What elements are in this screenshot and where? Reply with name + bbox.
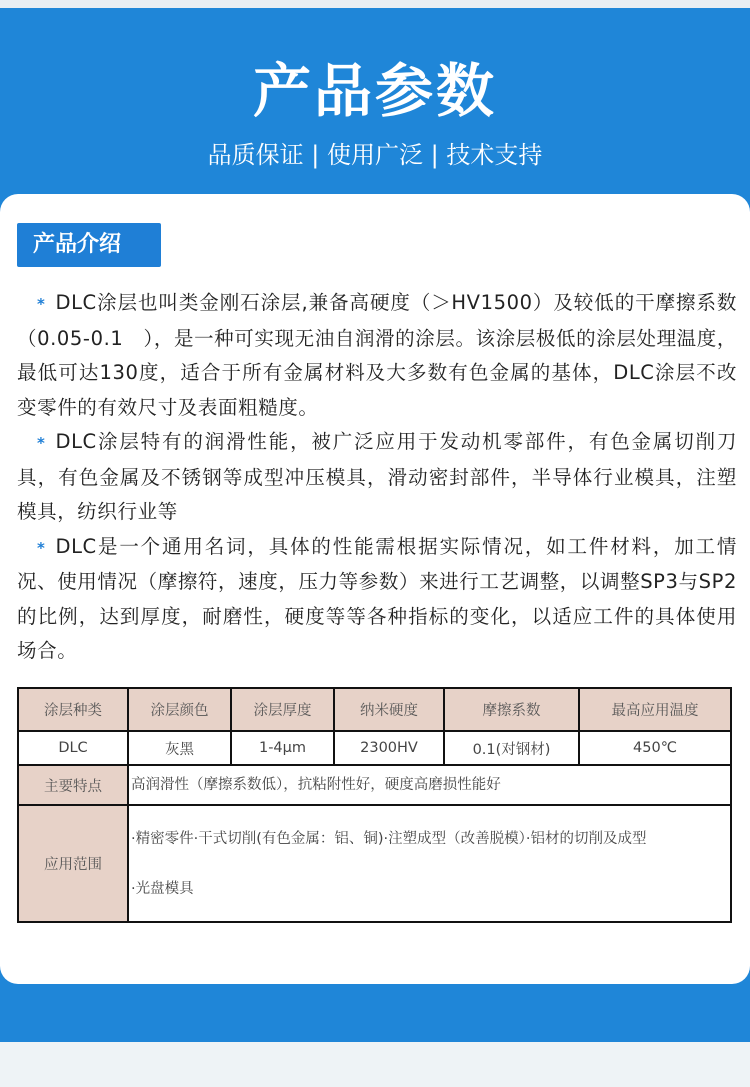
intro-paragraph (17, 286, 737, 425)
table-cell: 1-4μm (231, 731, 334, 765)
banner-subtitle: 品质保证 | 使用广泛 | 技术支持 (207, 141, 543, 169)
top-strip (0, 0, 750, 8)
table-header-cell: 摩擦系数 (444, 688, 579, 731)
product-card (0, 194, 750, 984)
paragraph-text: DLC涂层也叫类金刚石涂层,兼备高硬度（＞HV1500）及较低的干摩擦系数（0.05-0.1 ），是一种可实现无油自润滑的涂层。该涂层极低的涂层处理温度，最低可达130度，适合于所有金属材料及大多数有色金属的基体，DLC涂层不改变零件的有效尺寸及表面粗糙度。 (17, 291, 737, 419)
spec-table (17, 687, 732, 923)
applications-label: 应用范围 (18, 805, 128, 922)
bullet-icon: * (37, 434, 46, 452)
table-cell: 灰黑 (128, 731, 231, 765)
table-cell: 0.1(对钢材) (444, 731, 579, 765)
applications-line: ·精密零件·干式切削(有色金属：铝、铜)·注塑成型（改善脱模）·铝材的切削及成型 (131, 830, 647, 847)
intro-text (17, 286, 737, 669)
table-cell: 450℃ (579, 731, 731, 765)
table-header-cell: 涂层种类 (18, 688, 128, 731)
table-header-cell: 纳米硬度 (334, 688, 444, 731)
line-spacer (131, 854, 730, 874)
page-title: 产品参数 (252, 57, 497, 125)
table-cell: DLC (18, 731, 128, 765)
intro-paragraph (17, 530, 737, 669)
features-text: 高润滑性（摩擦系数低），抗粘附性好，硬度高磨损性能好 (128, 765, 731, 805)
paragraph-text: DLC涂层特有的润滑性能，被广泛应用于发动机零部件，有色金属切削刀具，有色金属及不锈钢等成型冲压模具，滑动密封部件，半导体行业模具，注塑模具，纺织行业等 (17, 430, 737, 523)
applications-row (18, 805, 731, 922)
table-row (18, 731, 731, 765)
features-label: 主要特点 (18, 765, 128, 805)
bullet-icon: * (37, 538, 46, 557)
table-header-cell: 涂层厚度 (231, 688, 334, 731)
bullet-icon: * (37, 295, 46, 313)
features-row (18, 765, 731, 805)
applications-line: ·光盘模具 (131, 880, 194, 897)
table-header-cell: 最高应用温度 (579, 688, 731, 731)
intro-paragraph (17, 425, 737, 530)
table-header-cell: 涂层颜色 (128, 688, 231, 731)
table-cell: 2300HV (334, 731, 444, 765)
banner (0, 8, 750, 198)
paragraph-text: DLC是一个通用名词，具体的性能需根据实际情况，如工件材料，加工情况、使用情况（摩擦符，速度，压力等参数）来进行工艺调整，以调整SP3与SP2的比例，达到厚度，耐磨性，硬度等等各种指标的变化，以适应工件的具体使用场合。 (17, 534, 737, 662)
bottom-strip (0, 1042, 750, 1087)
applications-text (128, 805, 731, 922)
section-title: 产品介绍 (17, 223, 161, 267)
table-header-row (18, 688, 731, 731)
